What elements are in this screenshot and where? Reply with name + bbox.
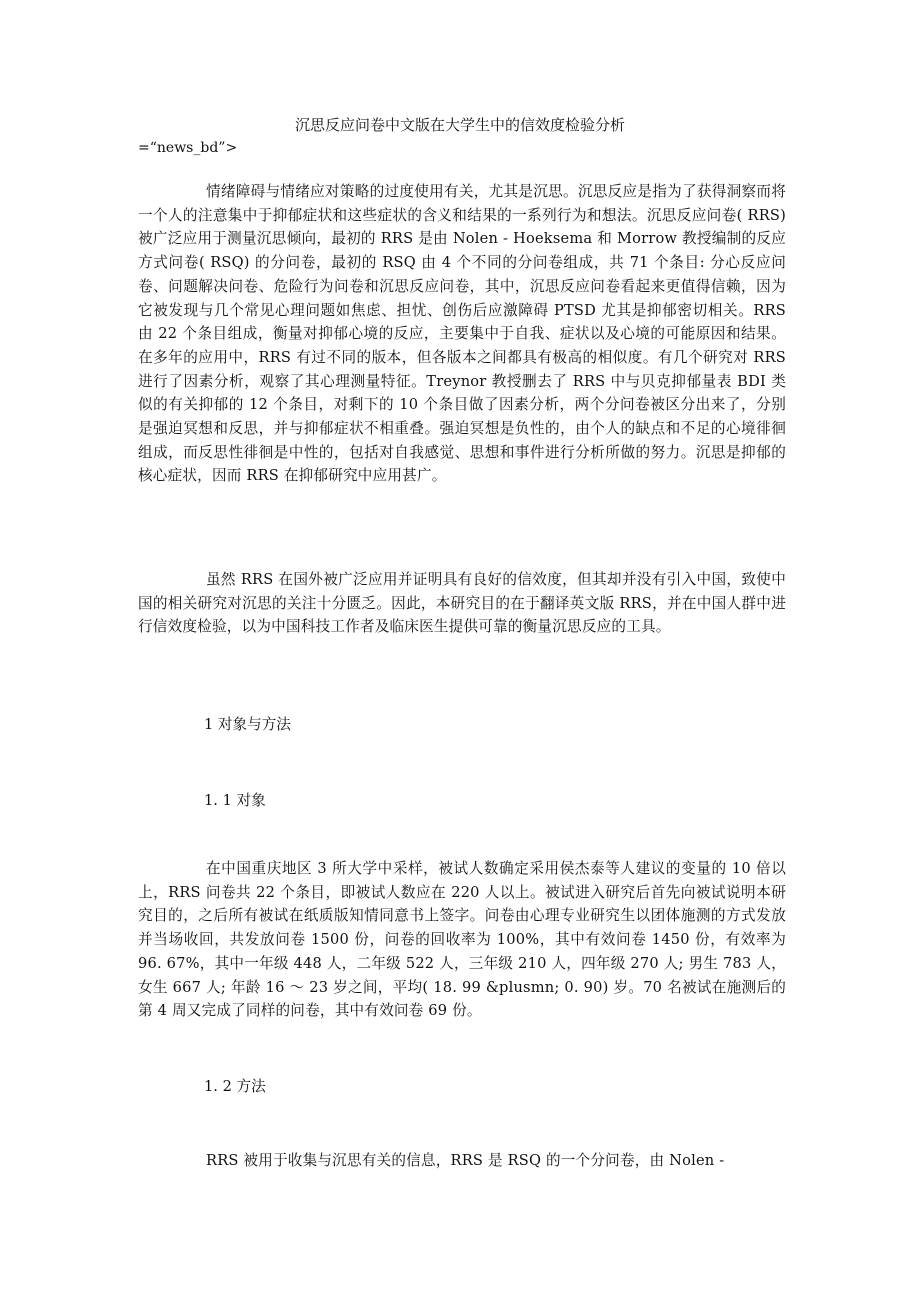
paragraph-method: RRS 被用于收集与沉思有关的信息，RRS 是 RSQ 的一个分问卷，由 Nolen - xyxy=(206,1152,725,1169)
paragraph-subjects: 在中国重庆地区 3 所大学中采样，被试人数确定采用侯杰泰等人建议的变量的 10 倍以上，RRS 问卷共 22 个条目，即被试人数应在 220 人以上。被试进入研究后首先向被试说明本研究目的，之后所有被试在纸质版知情同意书上签字。问卷由心理专业研究生以团体施测的方式发放并当场收回，共发放问卷 1500 份，问卷的回收率为 100%，其中有效问卷 1450 份，有效率为 96. 67%，其中一年级 448 人，二年级 522 人，三年级 210 人，四年级 270 人; 男生 783 人，女生 667 人; 年龄 16 ～ 23 岁之间，平均( 18. 99 &plusmn; 0. 90) 岁。70 名被试在施测后的第 4 周又完成了同样的问卷，其中有效问卷 69 份。 xyxy=(138,860,786,1020)
document-title: 沉思反应问卷中文版在大学生中的信效度检验分析 xyxy=(294,116,625,134)
paragraph-introduction: 情绪障碍与情绪应对策略的过度使用有关，尤其是沉思。沉思反应是指为了获得洞察而将一个人的注意集中于抑郁症状和这些症状的含义和结果的一系列行为和想法。沉思反应问卷( RRS)被广泛应用于测量沉思倾向，最初的 RRS 是由 Nolen - Hoeksema 和 Morrow 教授编制的反应方式问卷( RSQ) 的分问卷，最初的 RSQ 由 4 个不同的分问卷组成，共 71 个条目: 分心反应问卷、问题解决问卷、危险行为问卷和沉思反应问卷，其中，沉思反应问卷看起来更值得信赖，因为它被发现与几个常见心理问题如焦虑、担忧、创伤后应激障碍 PTSD 尤其是抑郁密切相关。RRS 由 22 个条目组成，衡量对抑郁心境的反应，主要集中于自我、症状以及心境的可能原因和结果。在多年的应用中，RRS 有过不同的版本，但各版本之间都具有极高的相似度。有几个研究对 RRS 进行了因素分析，观察了其心理测量特征。Treynor 教授删去了 RRS 中与贝克抑郁量表 BDI 类似的有关抑郁的 12 个条目，对剩下的 10 个条目做了因素分析，两个分问卷被区分出来了，分别是强迫冥想和反思，并与抑郁症状不相重叠。强迫冥想是负性的，由个人的缺点和不足的心境徘徊组成，而反思性徘徊是中性的，包括对自我感觉、思想和事件进行分析所做的努力。沉思是抑郁的核心症状，因而 RRS 在抑郁研究中应用甚广。 xyxy=(138,183,786,485)
subsection-heading-method: 1. 2 方法 xyxy=(204,1078,266,1095)
subsection-heading-subjects: 1. 1 对象 xyxy=(204,792,266,809)
paragraph-purpose: 虽然 RRS 在国外被广泛应用并证明具有良好的信效度，但其却并没有引入中国，致使中国的相关研究对沉思的关注十分匮乏。因此，本研究目的在于翻译英文版 RRS，并在中国人群中进行信效度检验，以为中国科技工作者及临床医生提供可靠的衡量沉思反应的工具。 xyxy=(138,571,786,636)
section-heading-methods: 1 对象与方法 xyxy=(204,716,291,733)
code-fragment-line: =“news_bd”> xyxy=(138,140,238,156)
